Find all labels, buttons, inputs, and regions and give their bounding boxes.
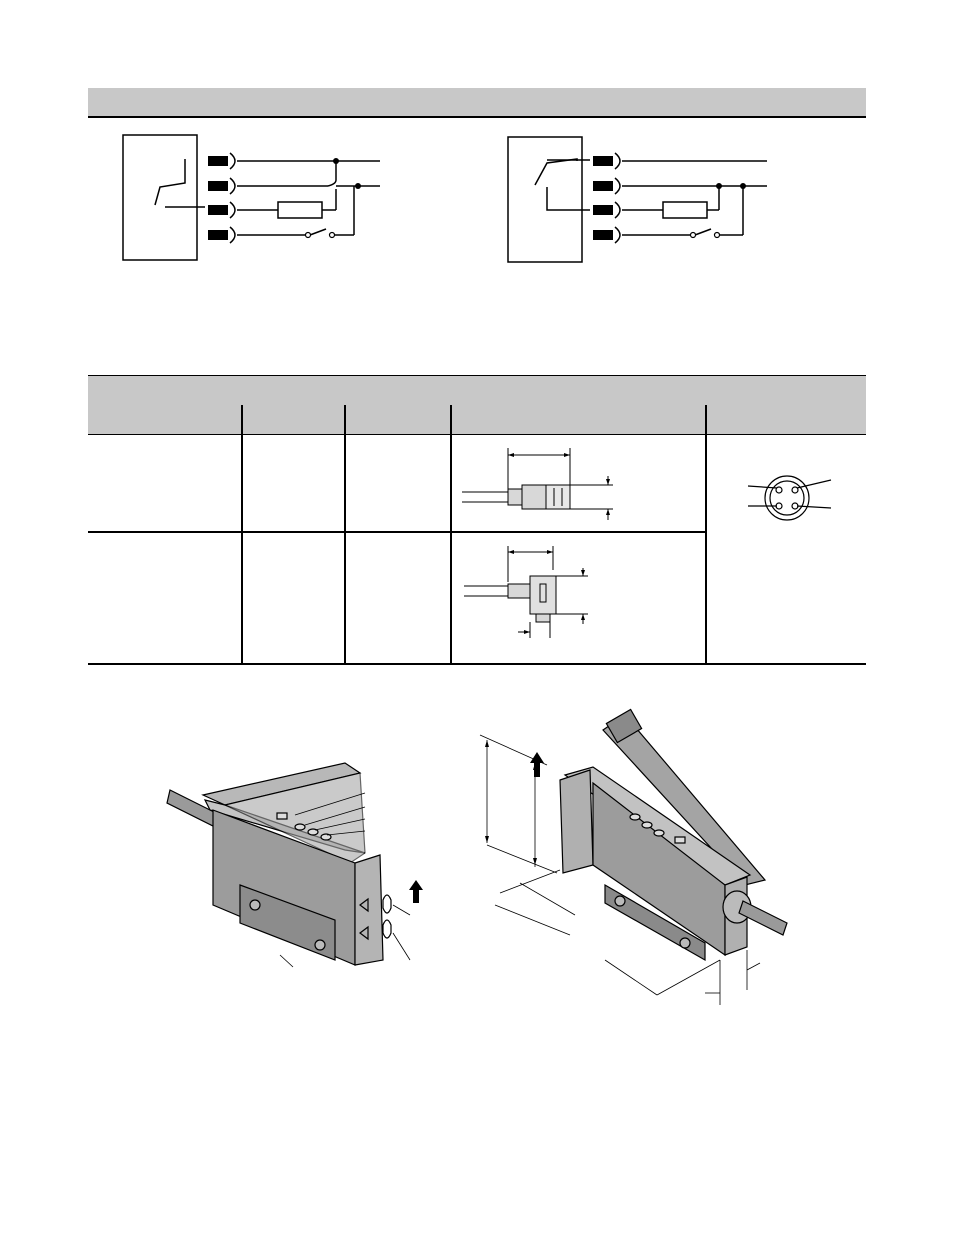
table-title-row — [88, 376, 866, 406]
right-angle-connector-drawing — [458, 540, 598, 645]
table-header-row — [88, 405, 866, 435]
section-header — [88, 88, 866, 118]
straight-connector-drawing — [458, 440, 623, 525]
sensor-figure-dimensions — [475, 705, 805, 1010]
wiring-diagram-npn — [110, 125, 410, 270]
up-arrow-icon — [409, 880, 423, 903]
sensor-body-box — [508, 137, 582, 262]
sensor-body-box — [123, 135, 197, 260]
pinout-face-drawing — [745, 470, 835, 530]
load-resistor — [278, 202, 322, 218]
sensor-figure-front — [165, 755, 435, 980]
internal-switch — [535, 159, 577, 185]
wiring-diagram-pnp — [495, 125, 795, 270]
table-row — [88, 531, 705, 533]
up-arrow-icon — [530, 752, 544, 777]
internal-switch — [155, 159, 185, 205]
load-resistor — [663, 202, 707, 218]
